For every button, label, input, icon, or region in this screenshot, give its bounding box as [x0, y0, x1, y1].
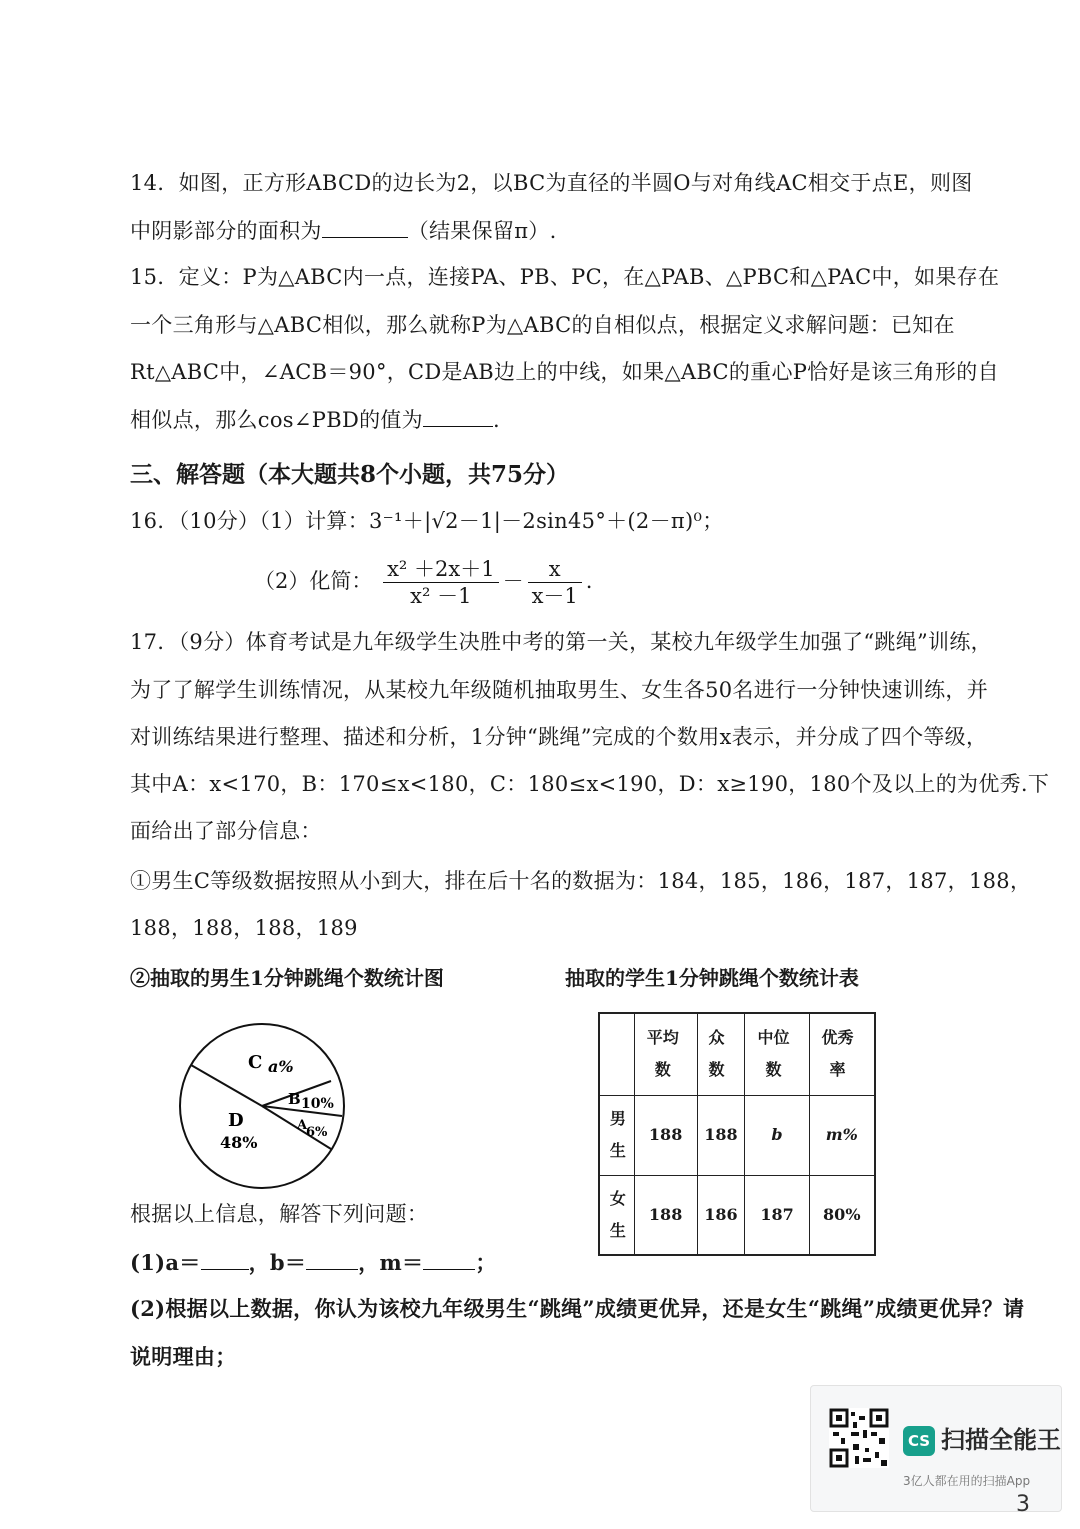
- pie-label-a: A: [297, 1118, 308, 1133]
- pie-label-b-pct: 10%: [301, 1096, 334, 1112]
- pie-label-c-pct: a%: [268, 1057, 294, 1076]
- answer-blank-a[interactable]: [201, 1247, 249, 1270]
- table-header-corner: [599, 1013, 634, 1095]
- q15-line3: Rt△ABC中，∠ACB＝90°，CD是AB边上的中线，如果△ABC的重心P恰好是该三角形的自: [130, 360, 999, 384]
- q15-line4-text: 相似点，那么cos∠PBD的值为: [130, 408, 423, 432]
- scanner-brand: [903, 1420, 1061, 1456]
- q17-sub2-line1: (2)根据以上数据，你认为该校九年级男生“跳绳”成绩更优异，还是女生“跳绳”成绩更优异？请: [130, 1296, 1025, 1321]
- q16-fraction-2: [528, 556, 582, 609]
- q17-ask: 根据以上信息，解答下列问题：: [130, 1202, 429, 1226]
- table-header-row: [599, 1013, 875, 1095]
- stats-table: [598, 1012, 876, 1256]
- scanner-tagline: 3亿人都在用的扫描App: [903, 1474, 1031, 1488]
- answer-blank-b[interactable]: [306, 1247, 358, 1270]
- table-cell-boys-mean: 188: [634, 1095, 697, 1175]
- q16-minus: －: [502, 569, 524, 593]
- q17-sub2-line2: 说明理由；: [130, 1344, 237, 1369]
- q14-line1: 14．如图，正方形ABCD的边长为2，以BC为直径的半圆O与对角线AC相交于点E，则图: [130, 171, 973, 195]
- q17-info1-line2: 188，188，188，189: [130, 916, 358, 940]
- q14-answer-blank[interactable]: [322, 215, 408, 238]
- answer-blank-m[interactable]: [423, 1247, 475, 1270]
- q14-line2-tail: （结果保留π）.: [407, 219, 557, 243]
- q15-line1: 15．定义：P为△ABC内一点，连接PA、PB、PC，在△PAB、△PBC和△PAC中，如果存在: [130, 265, 1000, 289]
- table-header-rate: 优秀率: [809, 1013, 875, 1095]
- pie-chart: [170, 1020, 350, 1195]
- q16-period: .: [585, 569, 593, 593]
- q17-line2: 为了了解学生训练情况，从某校九年级随机抽取男生、女生各50名进行一分钟快速训练，并: [130, 678, 989, 702]
- q16-frac1-denominator: x² －1: [410, 584, 472, 608]
- q16-part2-prefix: （2）化简：: [254, 569, 373, 593]
- table-cell-girls-mode: 186: [697, 1175, 745, 1255]
- q17-sub1: [130, 1247, 497, 1278]
- q17-sub1-b-label: ，b＝: [248, 1250, 307, 1275]
- table-row-girls-label: 女生: [599, 1175, 634, 1255]
- q15-answer-blank[interactable]: [423, 404, 493, 427]
- pie-label-b: B: [288, 1090, 301, 1108]
- pie-label-a-pct: 6%: [306, 1125, 328, 1140]
- table-caption: 抽取的学生1分钟跳绳个数统计表: [565, 966, 859, 990]
- q17-line3: 对训练结果进行整理、描述和分析，1分钟“跳绳”完成的个数用x表示，并分成了四个等级，: [130, 725, 988, 749]
- q17-line1: 17．（9分）体育考试是九年级学生决胜中考的第一关，某校九年级学生加强了“跳绳”训练，: [130, 630, 992, 654]
- q16-frac2-denominator: x－1: [531, 584, 578, 608]
- q16-part1-prefix: 16．（10分）（1）计算：: [130, 509, 370, 533]
- pie-chart-caption: ②抽取的男生1分钟跳绳个数统计图: [130, 966, 444, 990]
- page-number: 3: [1016, 1492, 1030, 1517]
- q17-sub1-m-label: ，m＝: [358, 1250, 424, 1275]
- pie-label-c: C: [248, 1052, 263, 1073]
- pie-label-d-pct: 48%: [220, 1133, 258, 1152]
- q14-line2-text: 中阴影部分的面积为: [130, 219, 322, 243]
- q16-frac1-numerator: x² ＋2x＋1: [383, 556, 499, 583]
- table-row-girls: [599, 1175, 875, 1255]
- table-header-mode: 众数: [697, 1013, 745, 1095]
- table-cell-girls-mean: 188: [634, 1175, 697, 1255]
- table-cell-girls-median: 187: [745, 1175, 809, 1255]
- table-header-mean: 平均数: [634, 1013, 697, 1095]
- q14-line2: [130, 215, 557, 246]
- q15-line4-tail: .: [492, 408, 500, 432]
- table-cell-boys-rate: m%: [809, 1095, 875, 1175]
- table-header-median: 中位数: [745, 1013, 809, 1095]
- qr-code-icon: [829, 1408, 889, 1468]
- q15-line2: 一个三角形与△ABC相似，那么就称P为△ABC的自相似点，根据定义求解问题：已知在: [130, 313, 955, 337]
- q17-sub1-end: ；: [475, 1250, 497, 1275]
- pie-label-d: D: [228, 1110, 244, 1131]
- q15-line4: [130, 404, 500, 435]
- table-cell-girls-rate: 80%: [809, 1175, 875, 1255]
- q16-frac2-numerator: x: [528, 556, 582, 583]
- q16-part2: [254, 556, 592, 609]
- cs-logo-icon: CS: [903, 1426, 935, 1456]
- table-cell-boys-mode: 188: [697, 1095, 745, 1175]
- table-cell-boys-median: b: [745, 1095, 809, 1175]
- q17-line4: 其中A：x<170，B：170≤x<180，C：180≤x<190，D：x≥190，180个及以上的为优秀.下: [130, 772, 1050, 796]
- q17-line5: 面给出了部分信息：: [130, 819, 322, 843]
- q16-part1-expression: 3⁻¹＋|√2－1|－2sin45°＋(2－π)⁰；: [369, 509, 724, 533]
- q16-fraction-1: [383, 556, 499, 609]
- table-row-boys: [599, 1095, 875, 1175]
- q16-part1: [130, 506, 724, 536]
- section-heading: 三、解答题（本大题共8个小题，共75分）: [130, 461, 570, 488]
- q17-sub1-a-label: (1)a＝: [130, 1250, 201, 1275]
- scanner-brand-name: 扫描全能王: [941, 1426, 1061, 1454]
- table-row-boys-label: 男生: [599, 1095, 634, 1175]
- q17-info1-line1: ①男生C等级数据按照从小到大，排在后十名的数据为：184，185，186，187，187，188，: [130, 869, 1032, 893]
